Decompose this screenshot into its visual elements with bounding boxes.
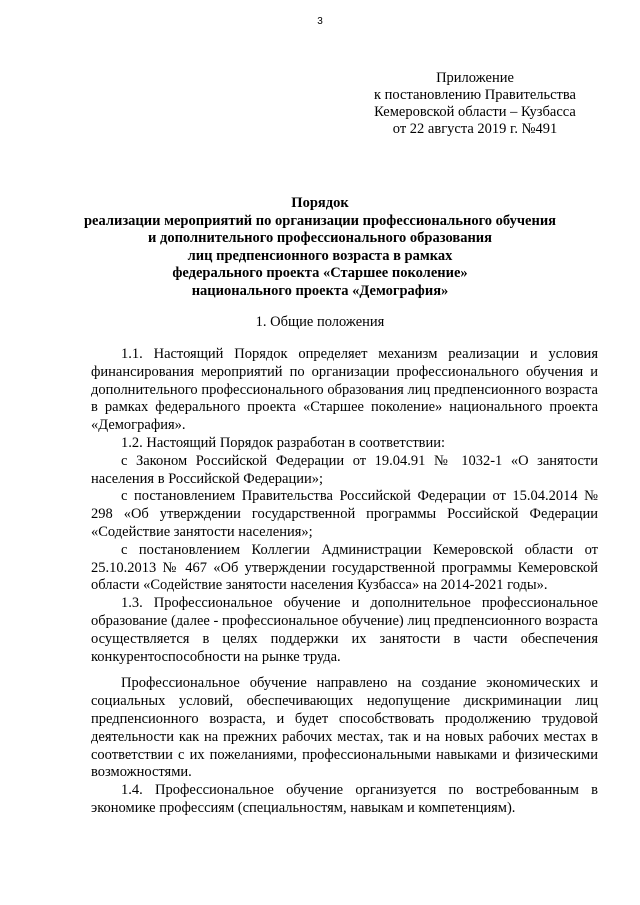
title-line: федерального проекта «Старшее поколение» (172, 265, 468, 281)
page-number: 3 (317, 16, 323, 27)
section-heading: 1. Общие положения (255, 314, 385, 330)
paragraph: с постановлением Правительства Российской Федерации от 15.04.2014 № 298 «Об утверждении государственной программы Российской Федерации «Содействие занятости населения»; (91, 488, 598, 540)
paragraph: 1.1. Настоящий Порядок определяет механизм реализации и условия финансирования мероприятий по организации профессионального обучения и дополнительного профессионального образования лиц предпенсионного возраста в рамках федерального проекта «Старшее поколение» национального проекта «Демография». (91, 346, 598, 434)
title-line: и дополнительного профессионального образования (148, 230, 492, 246)
paragraph: 1.2. Настоящий Порядок разработан в соответствии: (121, 434, 446, 451)
appendix-line: Кемеровской области – Кузбасса (374, 104, 576, 120)
document-body (91, 346, 598, 818)
title-line: Порядок (291, 195, 349, 211)
paragraph: с Законом Российской Федерации от 19.04.91 № 1032-1 «О занятости населения в Российской Федерации»; (91, 452, 598, 487)
paragraph: с постановлением Коллегии Администрации Кемеровской области от 25.10.2013 № 467 «Об утверждении государственной программы Кемеровской области «Содействие занятости населения Кузбасса» на 2014-2021 годы». (91, 541, 598, 594)
appendix-block (350, 70, 600, 138)
title-line: национального проекта «Демография» (191, 282, 449, 299)
paragraph: 1.3. Профессиональное обучение и дополнительное профессиональное образование (далее - профессиональное обучение) лиц предпенсионного возраста осуществляется в целях поддержки их занятости в части обеспечения конкурентоспособности на рынке труда. (91, 595, 598, 665)
paragraph: Профессиональное обучение направлено на создание экономических и социальных условий, обеспечивающих недопущение дискриминации лиц предпенсионного возраста, и будет способствовать продолжению трудовой деятельности как на прежних рабочих местах, так и на новых рабочих местах в соответствии с их пожеланиями, профессиональными навыками и физическими возможностями. (91, 675, 598, 781)
appendix-line: Приложение (436, 70, 514, 86)
title-line: реализации мероприятий по организации профессионального обучения (83, 212, 557, 229)
appendix-line: от 22 августа 2019 г. №491 (392, 121, 558, 137)
document-title (60, 195, 580, 300)
appendix-line: к постановлению Правительства (374, 87, 576, 103)
title-line: лиц предпенсионного возраста в рамках (187, 247, 453, 264)
paragraph: 1.4. Профессиональное обучение организуется по востребованным в экономике профессиям (специальностям, навыкам и компетенциям). (91, 782, 598, 816)
